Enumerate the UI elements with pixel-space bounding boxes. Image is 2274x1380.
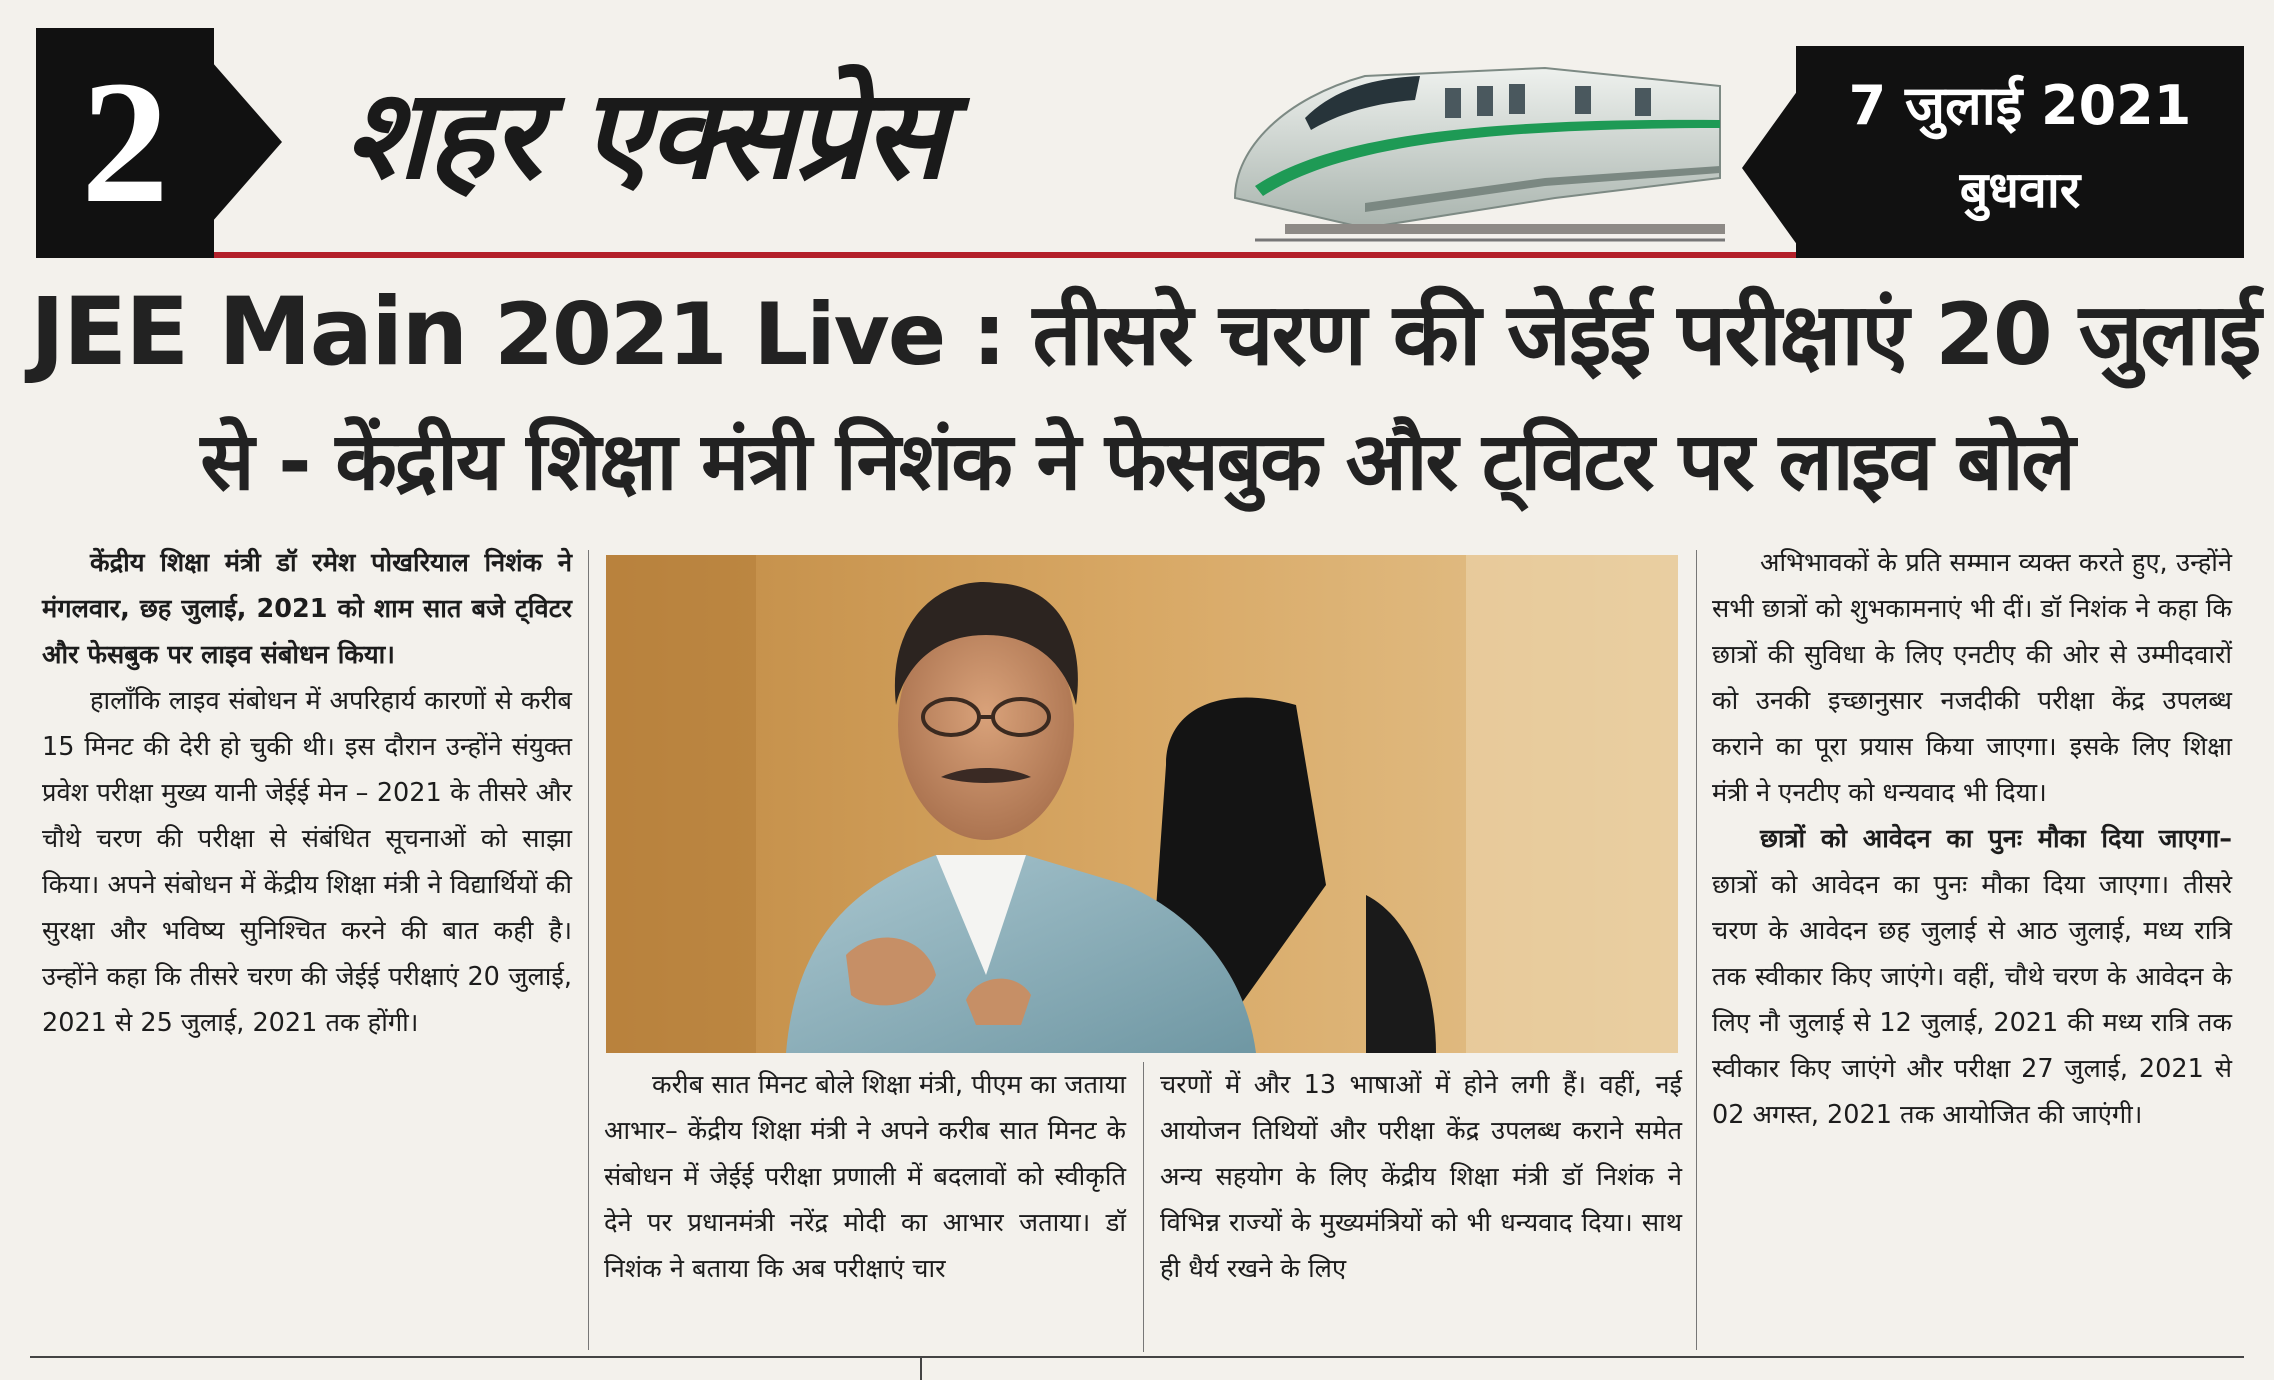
date-arrow (1742, 90, 1798, 246)
article-paragraph: हालाँकि लाइव संबोधन में अपरिहार्य कारणों से करीब 15 मिनट की देरी हो चुकी थी। इस दौरान उन्होंने संयुक्त प्रवेश परीक्षा मुख्य यानी जेईई मेन – 2021 के तीसरे और चौथे चरण की परीक्षा से संबंधित सूचनाओं को साझा किया। अपने संबोधन में केंद्रीय शिक्षा मंत्री ने विद्यार्थियों की सुरक्षा और भविष्य सुनिश्चित करने की बात कही है। उन्होंने कहा कि तीसरे चरण की जेईई परीक्षाएं 20 जुलाई, 2021 से 25 जुलाई, 2021 तक होंगी। (42, 686, 572, 1038)
headline (30, 268, 2260, 524)
page-number-arrow (212, 62, 282, 222)
column-divider (1696, 550, 1697, 1350)
headline-en-b: 2021 Live : (494, 285, 1005, 385)
headline-line-1 (30, 268, 2260, 400)
column-divider (1143, 1062, 1144, 1352)
headline-en-a: JEE Main (30, 278, 467, 387)
bullet-train-icon (1215, 28, 1735, 253)
bottom-tick (920, 1356, 922, 1380)
column-divider (588, 550, 589, 1350)
article-paragraph: अभिभावकों के प्रति सम्मान व्यक्त करते हुए, उन्होंने सभी छात्रों को शुभकामनाएं भी दीं। डॉ निशंक ने कहा कि छात्रों की सुविधा के लिए एनटीए की ओर से उम्मीदवारों को उनकी इच्छानुसार नजदीकी परीक्षा केंद्र उपलब्ध कराने का पूरा प्रयास किया जाएगा। इसके लिए शिक्षा मंत्री ने एनटीए को धन्यवाद भी दिया। (1712, 548, 2232, 808)
issue-date: 7 जुलाई 2021 (1848, 74, 2192, 137)
page-number: 2 (36, 28, 214, 258)
article-paragraph-text: छात्रों को आवेदन का पुनः मौका दिया जाएगा। तीसरे चरण के आवेदन छह जुलाई से आठ जुलाई, मध्य रात्रि तक स्वीकार किए जाएंगे। वहीं, चौथे चरण के आवेदन के लिए नौ जुलाई से 12 जुलाई, 2021 की मध्य रात्रि तक स्वीकार किए जाएंगे और परीक्षा 27 जुलाई, 2021 से 02 अगस्त, 2021 तक आयोजित की जाएंगी। (1712, 870, 2232, 1130)
date-box (1796, 46, 2244, 258)
article-column-1 (42, 540, 572, 1046)
article-paragraph-with-subhead (1712, 816, 2232, 1138)
issue-weekday: बुधवार (1959, 161, 2081, 219)
article-column-4 (1712, 540, 2232, 1138)
article-paragraph: करीब सात मिनट बोले शिक्षा मंत्री, पीएम का जताया आभार– केंद्रीय शिक्षा मंत्री ने अपने करीब सात मिनट के संबोधन में जेईई परीक्षा प्रणाली में बदलावों को स्वीकृति देने पर प्रधानमंत्री नरेंद्र मोदी का आभार जताया। डॉ निशंक ने बताया कि अब परीक्षाएं चार (604, 1070, 1126, 1284)
minister-photo (606, 555, 1678, 1053)
article-paragraph: चरणों में और 13 भाषाओं में होने लगी हैं। वहीं, नई आयोजन तिथियों और परीक्षा केंद्र उपलब्ध कराने समेत अन्य सहयोग के लिए केंद्रीय शिक्षा मंत्री डॉ निशंक ने विभिन्न राज्यों के मुख्यमंत्रियों को भी धन्यवाद दिया। साथ ही धैर्य रखने के लिए (1160, 1070, 1682, 1284)
bottom-rule (30, 1356, 2244, 1358)
article-column-3 (1160, 1062, 1682, 1292)
article-column-2 (604, 1062, 1126, 1292)
headline-hi-a: तीसरे चरण की जेईई परीक्षाएं 20 जुलाई (1032, 285, 2260, 385)
article-subhead: छात्रों को आवेदन का पुनः मौका दिया जाएगा– (1760, 824, 2232, 854)
article-lead: केंद्रीय शिक्षा मंत्री डॉ रमेश पोखरियाल निशंक ने मंगलवार, छह जुलाई, 2021 को शाम सात बजे ट्विटर और फेसबुक पर लाइव संबोधन किया। (42, 548, 572, 670)
section-title: शहर एक्सप्रेस (345, 63, 945, 207)
headline-line-2: से - केंद्रीय शिक्षा मंत्री निशंक ने फेसबुक और ट्विटर पर लाइव बोले (200, 415, 2074, 508)
